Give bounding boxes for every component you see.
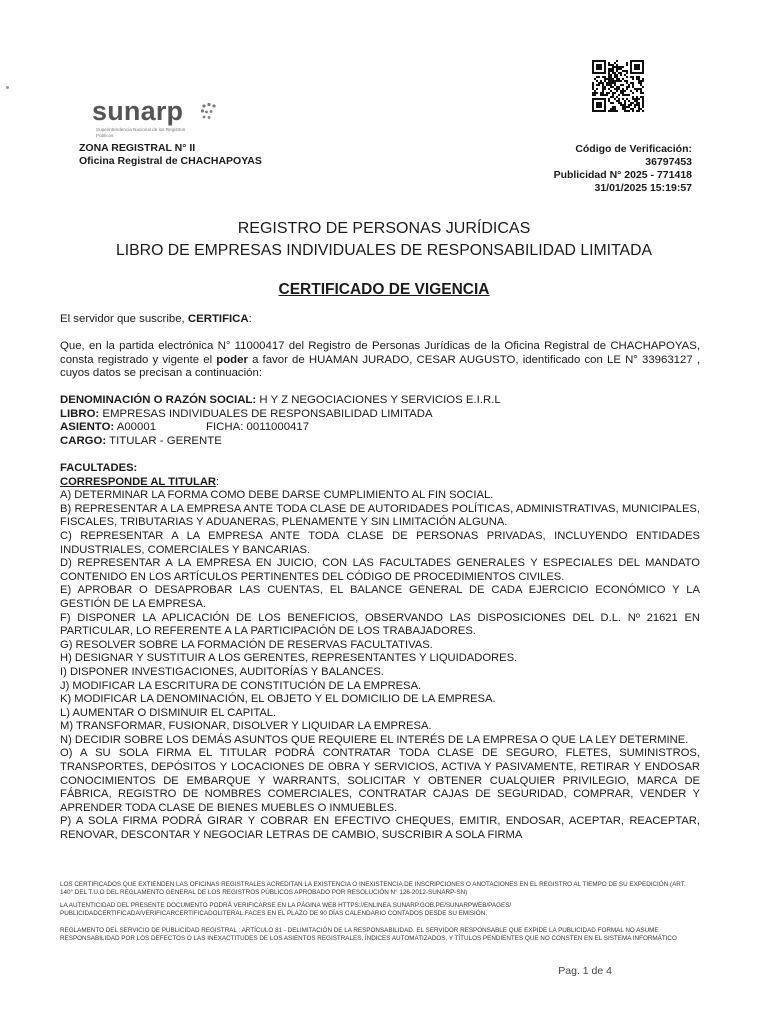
page-number: Pag. 1 de 4 xyxy=(558,965,612,977)
facultad-item: L) AUMENTAR O DISMINUIR EL CAPITAL. xyxy=(60,706,277,719)
intro-suffix: : xyxy=(248,313,252,325)
denominacion-row xyxy=(60,394,501,408)
facultad-item: D) REPRESENTAR A LA EMPRESA EN JUICIO, CON LAS FACULTADES GENERALES Y ESPECIALES DEL MANDATO CONTENIDO EN LOS ARTÍCULOS PERTINENTES DEL CÓDIGO DE PROCEDIMIENTOS CIVILES. xyxy=(60,557,700,583)
qr-code-icon xyxy=(592,60,644,132)
asiento-value: A00001 xyxy=(114,421,157,434)
cargo-row xyxy=(60,435,501,449)
issue-datetime: 31/01/2025 15:19:57 xyxy=(594,182,692,194)
facultades-heading xyxy=(60,462,700,476)
facultad-item: G) RESOLVER SOBRE LA FORMACIÓN DE RESERVAS FACULTATIVAS. xyxy=(60,638,433,651)
main-paragraph xyxy=(60,340,700,381)
facultad-item: I) DISPONER INVESTIGACIONES, AUDITORÍAS Y BALANCES. xyxy=(60,665,384,678)
zona-registral xyxy=(79,142,262,168)
paragraph-poder: poder xyxy=(216,353,248,366)
facultad-item: E) APROBAR O DESAPROBAR LAS CUENTAS, EL BALANCE GENERAL DE CADA EJERCICIO ECONÓMICO Y LA GESTIÓN DE LA EMPRESA. xyxy=(60,584,700,610)
company-data xyxy=(60,394,501,448)
denominacion-label: DENOMINACIÓN O RAZÓN SOCIAL: xyxy=(60,394,257,406)
paragraph-part1: Que, en la partida electrónica N° 11000417 del Registro de Personas Jurídicas de la Oficina Registral de CHACHAPOYAS, consta registrado y vigente el xyxy=(60,340,700,366)
facultad-item: C) REPRESENTAR A LA EMPRESA ANTE TODA CLASE DE PERSONAS PRIVADAS, INCLUYENDO ENTIDADES INDUSTRIALES, COMERCIALES Y BANCARIAS. xyxy=(60,529,700,556)
sunarp-logo xyxy=(92,96,232,146)
facultad-item: N) DECIDIR SOBRE LOS DEMÁS ASUNTOS QUE REQUIERE EL INTERÉS DE LA EMPRESA O QUE LA LEY DETERMINE. xyxy=(60,733,689,746)
facultad-item: K) MODIFICAR LA DENOMINACIÓN, EL OBJETO Y EL DOMICILIO DE LA EMPRESA. xyxy=(60,693,496,706)
footnote-reglamento: REGLAMENTO DEL SERVICIO DE PUBLICIDAD REGISTRAL : ARTÍCULO 81 - DELIMITACIÓN DE LA RESPONSABILIDAD. EL SERVIDOR RESPONSABLE QUE EXPIDE LA PUBLICIDAD FORMAL NO ASUME RESPONSABILIDAD POR LOS DEFECTOS O LAS INEXACTITUDES DE LOS ASIENTOS REGISTRALES, ÍNDICES AUTOMATIZADOS, Y TÍTULOS PENDIENTES QUE NO CONSTEN EN EL SISTEMA INFORMÁTICO xyxy=(60,927,677,942)
libro-label: LIBRO: xyxy=(60,407,100,420)
scan-speck xyxy=(6,86,9,89)
verification-code: 36797453 xyxy=(645,156,692,168)
logo-wordmark: sunarp xyxy=(92,96,184,126)
book-title: LIBRO DE EMPRESAS INDIVIDUALES DE RESPONSABILIDAD LIMITADA xyxy=(115,242,653,259)
facultades-heading-text: FACULTADES: xyxy=(60,462,138,474)
denominacion-value: H Y Z NEGOCIACIONES Y SERVICIOS E.I.R.L xyxy=(256,394,501,406)
registry-title: REGISTRO DE PERSONAS JURÍDICAS xyxy=(237,220,531,237)
facultad-item: A) DETERMINAR LA FORMA COMO DEBE DARSE CUMPLIMIENTO AL FIN SOCIAL. xyxy=(60,489,494,502)
facultades-section xyxy=(60,462,700,843)
intro-line xyxy=(60,313,700,327)
facultad-item: P) A SOLA FIRMA PODRÁ GIRAR Y COBRAR EN EFECTIVO CHEQUES, EMITIR, ENDOSAR, ACEPTAR, REACEPTAR, RENOVAR, DESCONTAR Y NEGOCIAR LETRAS DE CAMBIO, SUSCRIBIR A SOLA FIRMA xyxy=(60,815,700,842)
footnote-certificados: LOS CERTIFICADOS QUE EXTIENDEN LAS OFICINAS REGISTRALES ACREDITAN LA EXISTENCIA O INEXISTENCIA DE INSCRIPCIONES O ANOTACIONES EN EL REGISTRO AL TIEMPO DE SU EXPEDICIÓN (ART. 140° DEL T.U.O DEL REGLAMENTO GENERAL DE LOS REGISTROS PÚBLICOS APROBADO POR RESOLUCIÓN N° 126-2012-SUNARP-SN) xyxy=(60,881,686,896)
footnote-autenticidad: LA AUTENTICIDAD DEL PRESENTE DOCUMENTO PODRÁ VERIFICARSE EN LA PÁGINA WEB HTTPS://ENLINEA.SUNARP.GOB.PE/SUNARPWEB/PAGES/ PUBLICIDADCERTIFICADA/VERIFICARCERTIFICADOLITERAL.FACES EN EL PLAZO DE 90 DÍAS CALENDARIO CONTADOS DESDE SU EMISIÓN. xyxy=(60,902,512,917)
intro-prefix: El servidor que suscribe, xyxy=(60,313,188,325)
facultades-subheading xyxy=(60,476,700,490)
ficha-value: FICHA: 0011000417 xyxy=(206,421,310,434)
facultad-item: M) TRANSFORMAR, FUSIONAR, DISOLVER Y LIQUIDAR LA EMPRESA. xyxy=(60,720,432,733)
facultades-subheading-text: CORRESPONDE AL TITULAR xyxy=(60,475,217,488)
facultades-subheading-suffix: : xyxy=(216,475,220,488)
publicidad-number: Publicidad N° 2025 - 771418 xyxy=(553,169,692,181)
cargo-value: TITULAR - GERENTE xyxy=(106,434,222,447)
cargo-label: CARGO: xyxy=(60,434,107,447)
logo-dots-icon xyxy=(200,102,222,122)
facultad-item: O) A SU SOLA FIRMA EL TITULAR PODRÁ CONTRATAR TODA CLASE DE SEGURO, FLETES, SUMINISTROS, TRANSPORTES, DEPÓSITOS Y LOCACIONES DE OBRA Y SERVICIOS, ACTIVA Y PASIVAMENTE, RETIRAR Y ENDOSAR CONOCIMIENTOS DE EMBARQUE Y WARRANTS, SOLICITAR Y OBTENER CUALQUIER PRIVILEGIO, MARCA DE FÁBRICA, REGISTRO DE NOMBRES COMERCIALES, CONTRATAR CAJAS DE SEGURIDAD, COMPRAR, VENDER Y APRENDER TODA CLASE DE BIENES MUEBLES O INMUEBLES. xyxy=(60,747,700,814)
libro-row xyxy=(60,408,501,422)
verification-label: Código de Verificación: xyxy=(575,143,692,155)
facultad-item: J) MODIFICAR LA ESCRITURA DE CONSTITUCIÓN DE LA EMPRESA. xyxy=(60,679,422,692)
zona-label: ZONA REGISTRAL N° II xyxy=(79,142,196,154)
asiento-row xyxy=(60,421,501,435)
facultad-item: B) REPRESENTAR A LA EMPRESA ANTE TODA CLASE DE AUTORIDADES POLÍTICAS, ADMINISTRATIVAS, MUNICIPALES, FISCALES, TRIBUTARIAS Y ADUANERAS, PLENAMENTE Y SIN LIMITACIÓN ALGUNA. xyxy=(60,502,700,529)
facultad-item: F) DISPONER LA APLICACIÓN DE LOS BENEFICIOS, OBSERVANDO LAS DISPOSICIONES DEL D.L. Nº 21621 EN PARTICULAR, LO REFERENTE A LA PARTICIPACIÓN DE LOS TRABAJADORES. xyxy=(60,611,700,638)
certificate-title: CERTIFICADO DE VIGENCIA xyxy=(278,281,490,298)
asiento-label: ASIENTO: xyxy=(60,421,115,434)
logo-subtitle: Superintendencia Nacional de los Registros Públicos xyxy=(96,127,186,138)
intro-certifica: CERTIFICA xyxy=(187,313,249,325)
paragraph-part2: a favor de HUAMAN JURADO, CESAR AUGUSTO, identificado con LE N° 33963127 , cuyos datos se precisan a continuación: xyxy=(60,353,701,380)
facultad-item: H) DESIGNAR Y SUSTITUIR A LOS GERENTES, REPRESENTANTES Y LIQUIDADORES. xyxy=(60,652,518,665)
libro-value: EMPRESAS INDIVIDUALES DE RESPONSABILIDAD LIMITADA xyxy=(99,407,433,420)
verification-block xyxy=(554,143,692,195)
oficina-label: Oficina Registral de CHACHAPOYAS xyxy=(79,155,262,167)
